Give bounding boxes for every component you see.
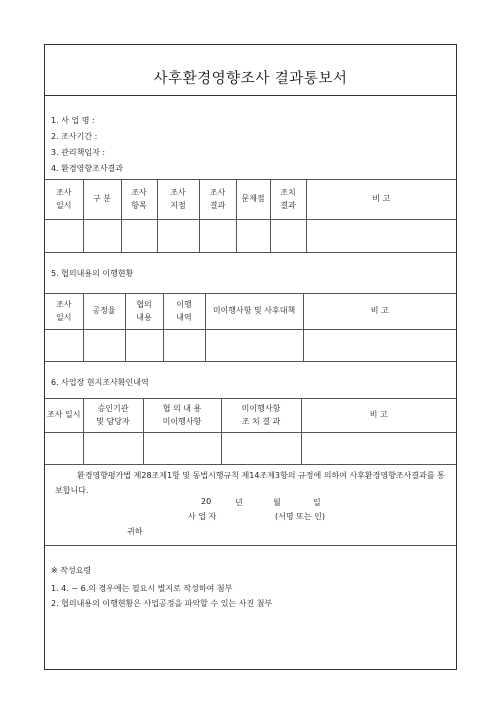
cell[interactable]: [45, 220, 83, 253]
table4-header-row: [45, 180, 456, 220]
form-title: 사후환경영향조사 결과통보서: [153, 71, 348, 87]
cell[interactable]: [45, 433, 83, 465]
cell[interactable]: [301, 433, 456, 465]
header-survey-result: 조사 결과: [199, 180, 236, 220]
section6-title: 6. 사업장 현지조사확인내역: [51, 378, 149, 387]
header-survey-date: 조사 일시: [45, 294, 83, 330]
header-remarks: 비 고: [303, 294, 456, 330]
recipient-label: 귀하: [127, 527, 143, 536]
date-day[interactable]: 일: [313, 498, 321, 507]
cell[interactable]: [157, 220, 199, 253]
instructions-title: ※ 작성요령: [51, 566, 92, 575]
section4-title: 4. 환경영향조사결과: [51, 164, 123, 173]
cell[interactable]: [121, 220, 157, 253]
header-category: 구 분: [83, 180, 121, 220]
header-action-result: 조치 결과: [270, 180, 306, 220]
signer-label: 사 업 자: [188, 512, 217, 521]
survey-result-table: [45, 179, 456, 253]
cell[interactable]: [306, 220, 456, 253]
instruction-item: 2. 협의내용의 이행현황은 사업공정을 파악할 수 있는 사진 첨부: [51, 599, 273, 608]
header-consultation-content: 협의 내용: [125, 294, 163, 330]
divider: [45, 545, 456, 546]
header-problem: 문제점: [236, 180, 270, 220]
cell[interactable]: [199, 220, 236, 253]
notice-text: 환경영향평가법 제28조제1항 및 동법시행규칙 제14조제3항의 규정에 의하여 사후환경영향조사결과를 통보합니다.: [55, 471, 445, 495]
cell[interactable]: [83, 433, 143, 465]
header-approval-agency: 승인기관 및 담당자: [83, 399, 143, 433]
header-remarks: 비 고: [306, 180, 456, 220]
header-progress-rate: 공정율: [83, 294, 125, 330]
cell[interactable]: [270, 220, 306, 253]
survey-period-field: 2. 조사기간 :: [51, 132, 98, 141]
header-unimplemented-measures: 미이행사항 및 사후대책: [205, 294, 303, 330]
business-name-field: 1. 사 업 명 :: [51, 116, 95, 125]
header-consultation-unimplemented: 협 의 내 용 미이행사항: [143, 399, 221, 433]
table6-data-row: [45, 433, 456, 465]
section5-title: 5. 협의내용의 이행현황: [51, 269, 134, 278]
cell[interactable]: [205, 330, 303, 362]
cell[interactable]: [163, 330, 205, 362]
header-unimplemented-action: 미이행사항 조 치 결 과: [221, 399, 301, 433]
date-year-prefix: 20: [201, 497, 212, 506]
site-inspection-table: [45, 398, 456, 465]
signature-note[interactable]: (서명 또는 인): [275, 512, 325, 521]
cell[interactable]: [236, 220, 270, 253]
table4-data-row: [45, 220, 456, 253]
table5-header-row: [45, 294, 456, 330]
cell[interactable]: [83, 330, 125, 362]
cell[interactable]: [221, 433, 301, 465]
instruction-item: 1. 4. ~ 6.의 경우에는 필요시 별지로 작성하여 첨부: [51, 584, 233, 593]
consultation-status-table: [45, 293, 456, 362]
form-frame: [44, 44, 457, 670]
table6-header-row: [45, 399, 456, 433]
table5-data-row: [45, 330, 456, 362]
cell[interactable]: [125, 330, 163, 362]
header-survey-item: 조사 항목: [121, 180, 157, 220]
date-month[interactable]: 월: [273, 498, 281, 507]
header-remarks: 비 고: [301, 399, 456, 433]
header-implementation-details: 이행 내역: [163, 294, 205, 330]
manager-field: 3. 관리책임자 :: [51, 148, 106, 157]
cell[interactable]: [83, 220, 121, 253]
header-survey-date: 조사 일시: [45, 180, 83, 220]
title-divider: [45, 95, 456, 96]
header-survey-point: 조사 지점: [157, 180, 199, 220]
date-year[interactable]: 년: [235, 498, 243, 507]
cell[interactable]: [303, 330, 456, 362]
cell[interactable]: [45, 330, 83, 362]
cell[interactable]: [143, 433, 221, 465]
header-survey-date: 조사 일시: [45, 399, 83, 433]
